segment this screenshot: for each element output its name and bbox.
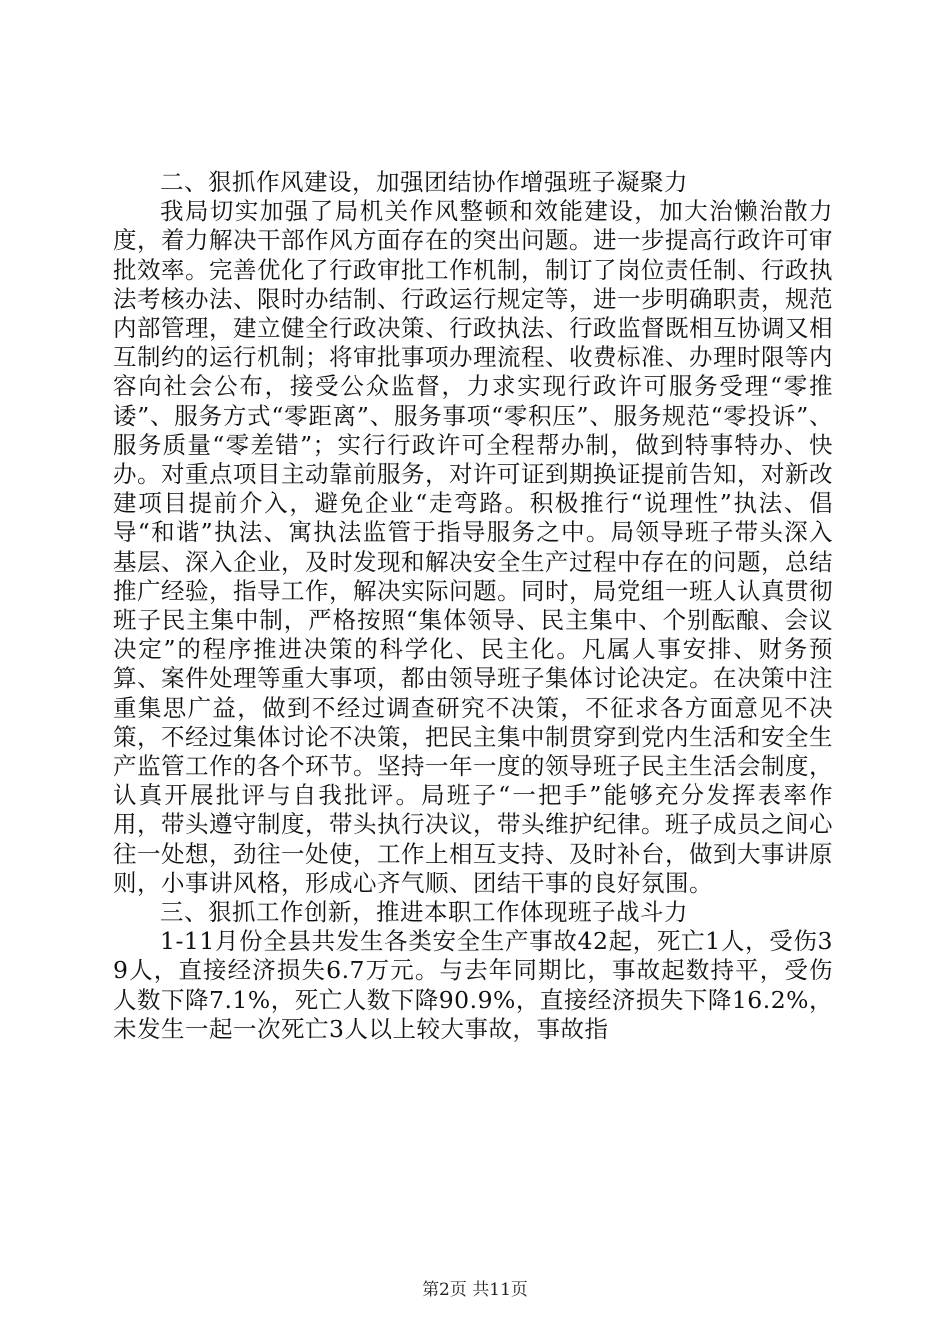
section-heading-3: 三、狠抓工作创新，推进本职工作体现班子战斗力: [160, 898, 688, 927]
section-paragraph-3: 1-11月份全县共发生各类安全生产事故42起，死亡1人，受伤39人，直接经济损失6.7万元。与去年同期比，事故起数持平，受伤人数下降7.1%，死亡人数下降90.9%，直接经济损失下降16.2%，未发生一起一次死亡3人以上较大事故，事故指: [113, 927, 834, 1043]
section-paragraph-2: 我局切实加强了局机关作风整顿和效能建设，加大治懒治散力度，着力解决干部作风方面存在的突出问题。进一步提高行政许可审批效率。完善优化了行政审批工作机制，制订了岗位责任制、行政执法考核办法、限时办结制、行政运行规定等，进一步明确职责，规范内部管理，建立健全行政决策、行政执法、行政监督既相互协调又相互制约的运行机制；将审批事项办理流程、收费标准、办理时限等内容向社会公布，接受公众监督，力求实现行政许可服务受理“零推诿”、服务方式“零距离”、服务事项“零积压”、服务规范“零投诉”、服务质量“零差错”；实行行政许可全程帮办制，做到特事特办、快办。对重点项目主动靠前服务，对许可证到期换证提前告知，对新改建项目提前介入，避免企业“走弯路。积极推行“说理性”执法、倡导“和谐”执法、寓执法监管于指导服务之中。局领导班子带头深入基层、深入企业，及时发现和解决安全生产过程中存在的问题，总结推广经验，指导工作，解决实际问题。同时，局党组一班人认真贯彻班子民主集中制，严格按照“集体领导、民主集中、个别酝酿、会议决定”的程序推进决策的科学化、民主化。凡属人事安排、财务预算、案件处理等重大事项，都由领导班子集体讨论决定。在决策中注重集思广益，做到不经过调查研究不决策，不征求各方面意见不决策，不经过集体讨论不决策，把民主集中制贯穿到党内生活和安全生产监管工作的各个环节。坚持一年一度的领导班子民主生活会制度，认真开展批评与自我批评。局班子“一把手”能够充分发挥表率作用，带头遵守制度，带头执行决议，带头维护纪律。班子成员之间心往一处想，劲往一处使，工作上相互支持、及时补台，做到大事讲原则，小事讲风格，形成心齐气顺、团结干事的良好氛围。: [113, 197, 833, 897]
page-footer: 第2页 共11页: [422, 1280, 528, 1300]
section-heading-2: 二、狠抓作风建设，加强团结协作增强班子凝聚力: [160, 168, 688, 196]
document-body: [113, 168, 833, 1044]
